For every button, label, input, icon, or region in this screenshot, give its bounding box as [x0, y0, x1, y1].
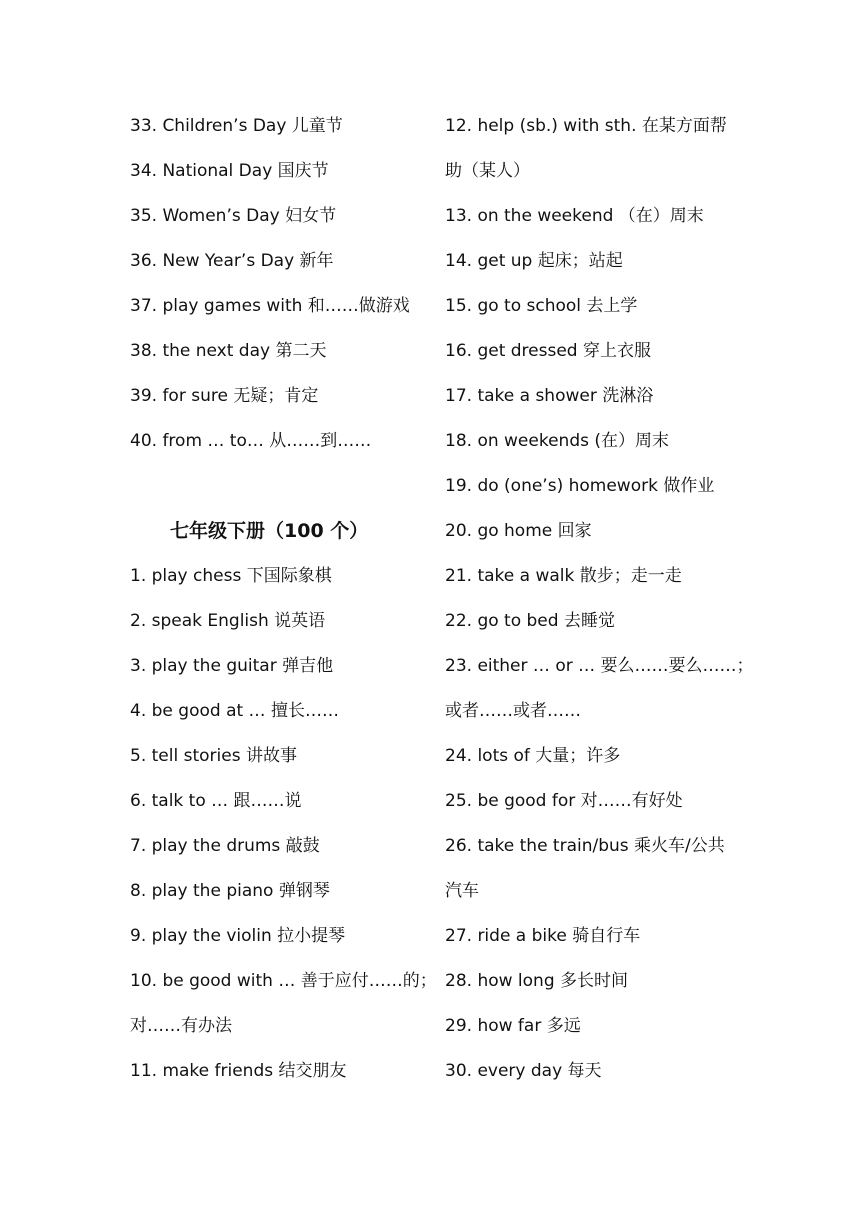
- phrase-line: 19. do (one’s) homework 做作业: [445, 476, 715, 496]
- phrase-line: 1. play chess 下国际象棋: [130, 566, 332, 586]
- phrase-line: 25. be good for 对……有好处: [445, 791, 683, 811]
- spacer: [130, 464, 435, 509]
- phrase-line: 37. play games with 和……做游戏: [130, 296, 410, 316]
- phrase-line: 6. talk to … 跟……说: [130, 791, 302, 811]
- phrase-line: 10. be good with … 善于应付……的；: [130, 971, 437, 991]
- phrase-line: 33. Children’s Day 儿童节: [130, 116, 343, 136]
- phrase-line: 36. New Year’s Day 新年: [130, 251, 334, 271]
- section-title: 七年级下册（100 个）: [170, 520, 369, 542]
- phrase-line: 23. either … or … 要么……要么……；: [445, 656, 754, 676]
- phrase-line: 9. play the violin 拉小提琴: [130, 926, 346, 946]
- phrase-line: 34. National Day 国庆节: [130, 161, 329, 181]
- phrase-line: 14. get up 起床；站起: [445, 251, 623, 271]
- phrase-line: 助（某人）: [445, 161, 530, 181]
- phrase-line: 40. from … to… 从……到……: [130, 431, 372, 451]
- phrase-line: 27. ride a bike 骑自行车: [445, 926, 641, 946]
- phrase-line: 18. on weekends (在）周末: [445, 431, 669, 451]
- phrase-line: 21. take a walk 散步；走一走: [445, 566, 682, 586]
- phrase-line: 16. get dressed 穿上衣服: [445, 341, 651, 361]
- right-column: [445, 104, 754, 1094]
- phrase-line: 或者……或者……: [445, 701, 581, 721]
- phrase-line: 5. tell stories 讲故事: [130, 746, 297, 766]
- phrase-line: 17. take a shower 洗淋浴: [445, 386, 654, 406]
- phrase-line: 24. lots of 大量；许多: [445, 746, 621, 766]
- phrase-line: 3. play the guitar 弹吉他: [130, 656, 334, 676]
- phrase-line: 4. be good at … 擅长……: [130, 701, 339, 721]
- phrase-line: 8. play the piano 弹钢琴: [130, 881, 330, 901]
- phrase-line: 20. go home 回家: [445, 521, 592, 541]
- phrase-line: 2. speak English 说英语: [130, 611, 326, 631]
- phrase-line: 22. go to bed 去睡觉: [445, 611, 615, 631]
- phrase-line: 7. play the drums 敲鼓: [130, 836, 320, 856]
- phrase-line: 26. take the train/bus 乘火车/公共: [445, 836, 725, 856]
- phrase-line: 29. how far 多远: [445, 1016, 581, 1036]
- phrase-line: 汽车: [445, 881, 479, 901]
- phrase-line: 15. go to school 去上学: [445, 296, 638, 316]
- phrase-line: 30. every day 每天: [445, 1061, 602, 1081]
- phrase-line: 13. on the weekend （在）周末: [445, 206, 704, 226]
- phrase-line: 12. help (sb.) with sth. 在某方面帮: [445, 116, 727, 136]
- phrase-line: 对……有办法: [130, 1016, 232, 1036]
- phrase-line: 35. Women’s Day 妇女节: [130, 206, 337, 226]
- phrase-line: 39. for sure 无疑；肯定: [130, 386, 319, 406]
- phrase-line: 11. make friends 结交朋友: [130, 1061, 347, 1081]
- phrase-line: 38. the next day 第二天: [130, 341, 327, 361]
- phrase-line: 28. how long 多长时间: [445, 971, 629, 991]
- left-column: [130, 104, 435, 1094]
